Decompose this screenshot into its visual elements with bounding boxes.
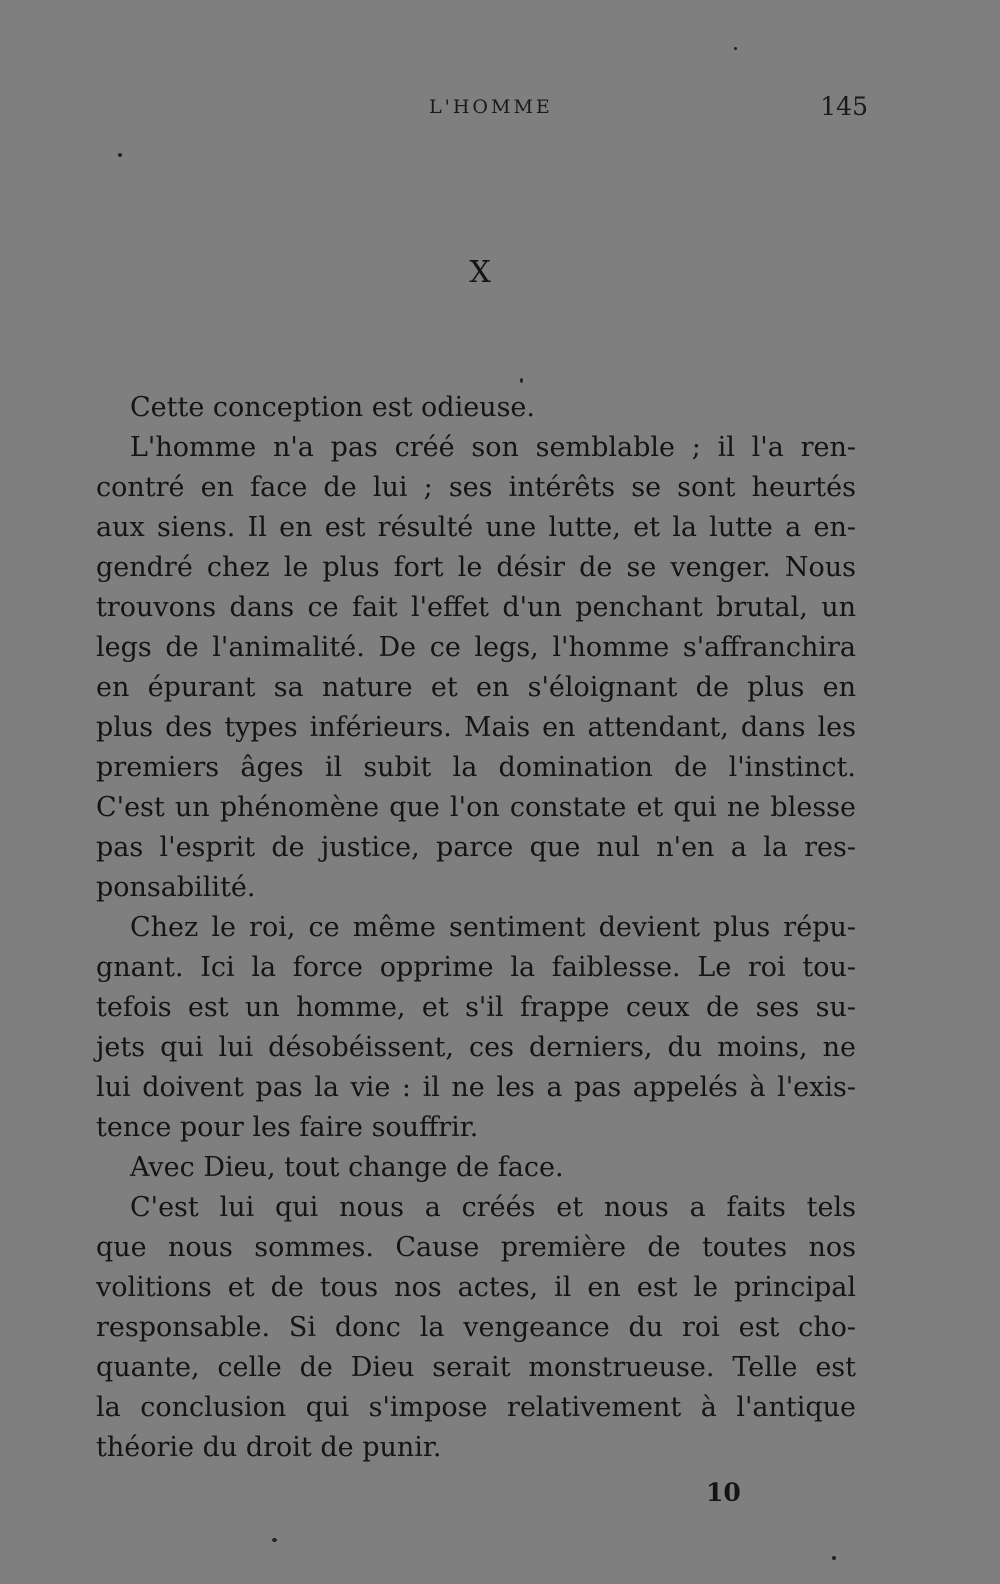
- scan-speck: [118, 153, 122, 157]
- text-line: contré en face de lui ; ses intérêts se sont heurtés: [96, 472, 856, 503]
- text-line: responsable. Si donc la vengeance du roi est cho-: [96, 1312, 856, 1343]
- text-line: trouvons dans ce fait l'effet d'un penchant brutal, un: [96, 592, 856, 623]
- running-head: L'HOMME: [429, 96, 553, 118]
- text-line: plus des types inférieurs. Mais en attendant, dans les: [96, 712, 856, 743]
- scan-speck: [832, 1556, 836, 1560]
- body-text: [96, 388, 856, 1468]
- text-line: C'est un phénomène que l'on constate et qui ne blesse: [96, 792, 856, 823]
- text-line: en épurant sa nature et en s'éloignant de plus en: [96, 672, 856, 703]
- scan-speck: [734, 47, 737, 50]
- text-line: la conclusion qui s'impose relativement à l'antique: [96, 1392, 856, 1423]
- text-line: tence pour les faire souffrir.: [96, 1112, 479, 1143]
- text-line: théorie du droit de punir.: [96, 1432, 442, 1463]
- text-line: volitions et de tous nos actes, il en est le principal: [96, 1272, 856, 1303]
- text-line: gnant. Ici la force opprime la faiblesse. Le roi tou-: [96, 952, 856, 983]
- text-line: aux siens. Il en est résulté une lutte, et la lutte a en-: [96, 512, 856, 543]
- text-line: legs de l'animalité. De ce legs, l'homme s'affranchira: [96, 632, 856, 663]
- text-line: L'homme n'a pas créé son semblable ; il l'a ren-: [130, 432, 856, 463]
- text-line: que nous sommes. Cause première de toutes nos: [96, 1232, 856, 1263]
- chapter-heading: X: [469, 255, 491, 290]
- text-line: gendré chez le plus fort le désir de se venger. Nous: [96, 552, 856, 583]
- scan-speck: [272, 1538, 277, 1542]
- text-line: C'est lui qui nous a créés et nous a faits tels: [130, 1192, 856, 1223]
- text-line: jets qui lui désobéissent, ces derniers, du moins, ne: [96, 1032, 856, 1063]
- text-line: tefois est un homme, et s'il frappe ceux de ses su-: [96, 992, 856, 1023]
- text-line: Chez le roi, ce même sentiment devient plus répu-: [130, 912, 856, 943]
- text-line: ponsabilité.: [96, 872, 256, 903]
- text-line: premiers âges il subit la domination de l'instinct.: [96, 752, 856, 783]
- text-line: Cette conception est odieuse.: [130, 392, 535, 423]
- scan-speck: [520, 378, 523, 383]
- text-line: Avec Dieu, tout change de face.: [130, 1152, 564, 1183]
- text-line: lui doivent pas la vie : il ne les a pas appelés à l'exis-: [96, 1072, 856, 1103]
- text-line: quante, celle de Dieu serait monstrueuse. Telle est: [96, 1352, 856, 1383]
- text-line: pas l'esprit de justice, parce que nul n'en a la res-: [96, 832, 856, 863]
- page-number: 145: [820, 92, 868, 121]
- signature-mark: 10: [706, 1478, 741, 1507]
